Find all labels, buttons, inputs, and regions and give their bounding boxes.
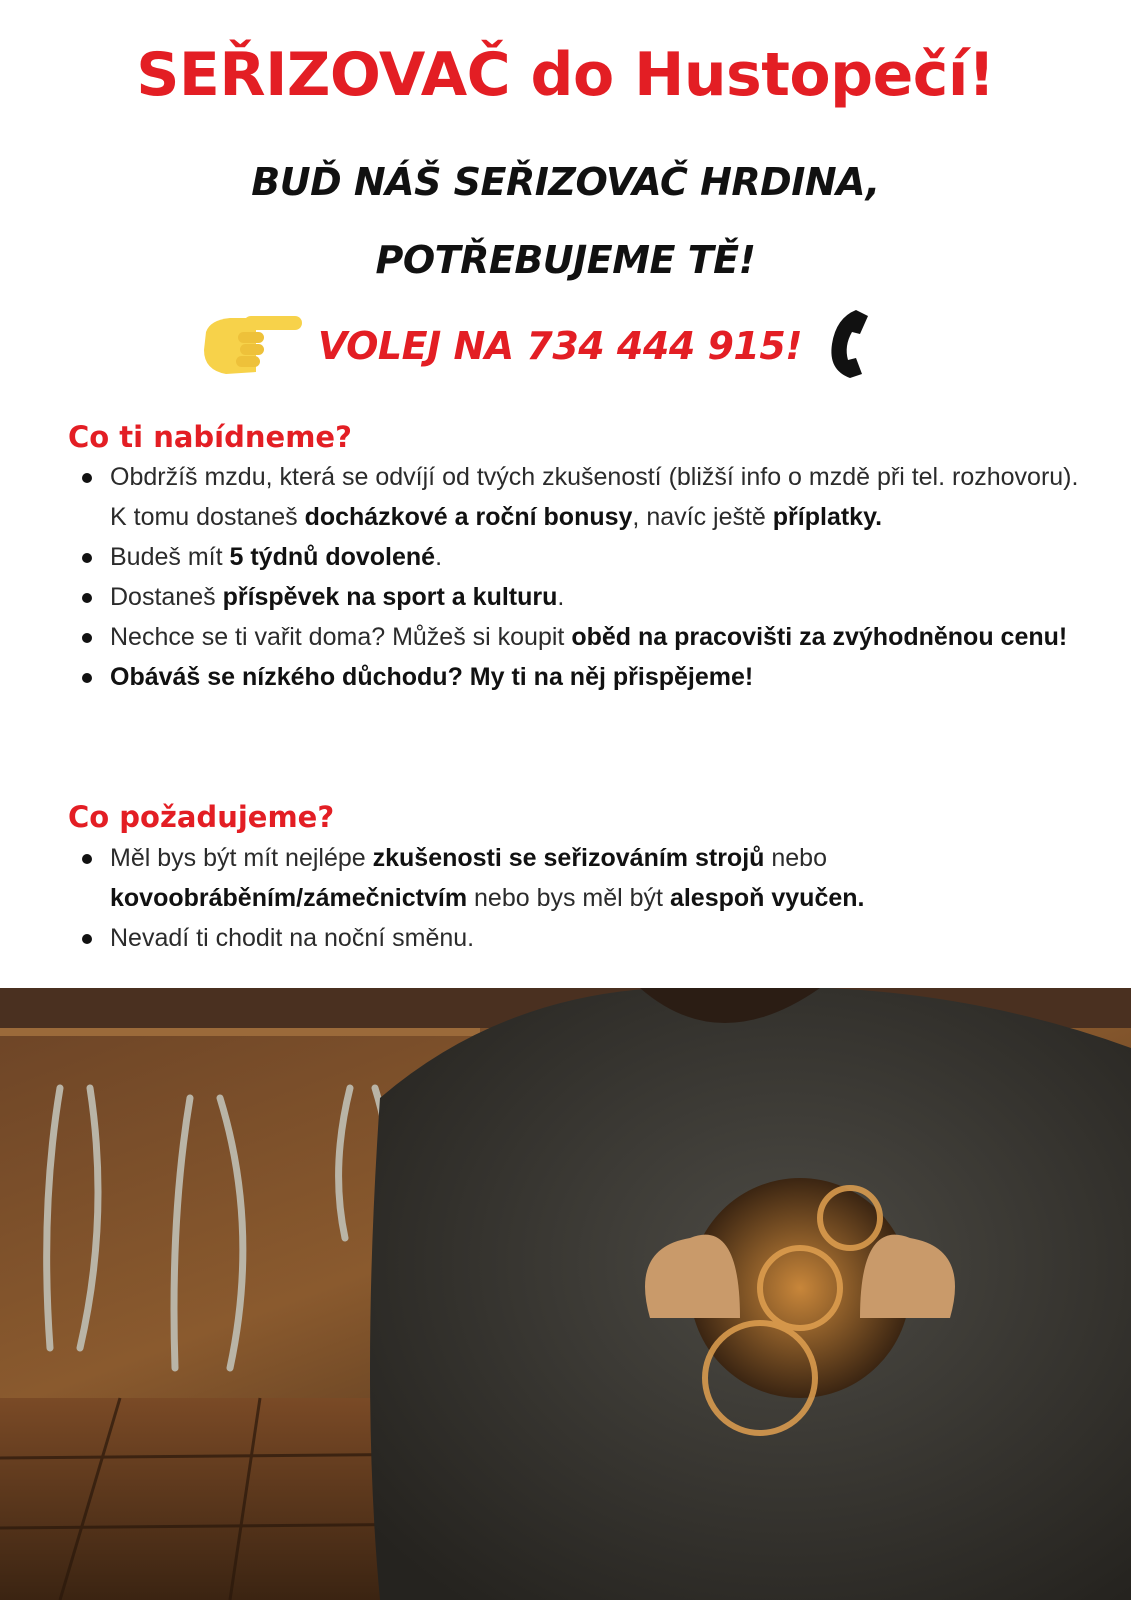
- phone-number-text[interactable]: VOLEJ NA 734 444 915!: [317, 324, 803, 368]
- offer-heading: Co ti nabídneme?: [68, 420, 352, 454]
- offer-list: [78, 457, 1098, 697]
- offer-item: [78, 457, 1098, 537]
- item-text: .: [435, 543, 443, 571]
- bullet-icon: [82, 854, 92, 864]
- requirements-list: [78, 838, 1098, 958]
- offer-item: [78, 537, 1098, 577]
- bullet-icon: [82, 934, 92, 944]
- page-title: SEŘIZOVAČ do Hustopečí!: [136, 40, 995, 110]
- subtitle-line-1: BUĎ NÁŠ SEŘIZOVAČ HRDINA,: [251, 160, 880, 204]
- emphasis-text: příplatky.: [772, 503, 883, 531]
- offer-item: [78, 657, 1098, 697]
- subtitle-line-2: POTŘEBUJEME TĚ!: [375, 238, 756, 282]
- emphasis-text: zkušenosti se seřizováním strojů: [372, 844, 765, 872]
- bullet-icon: [82, 553, 92, 563]
- requirements-heading: Co požadujeme?: [68, 800, 335, 834]
- emphasis-text: alespoň vyučen.: [669, 884, 865, 912]
- requirements-item: [78, 918, 1098, 958]
- item-text: Nechce se ti vařit doma? Můžeš si koupit: [110, 623, 572, 651]
- emphasis-text: kovoobráběním/zámečnictvím: [110, 884, 468, 912]
- phone-icon: [826, 306, 876, 380]
- item-text: nebo: [764, 844, 827, 872]
- item-text: nebo bys měl být: [467, 884, 670, 912]
- requirements-item: [78, 838, 1098, 918]
- bullet-icon: [82, 633, 92, 643]
- bullet-icon: [82, 593, 92, 603]
- item-text: .: [557, 583, 565, 611]
- bullet-icon: [82, 673, 92, 683]
- item-text: Obdržíš mzdu, která se odvíjí od tvých zkušeností (bližší info o mzdě při tel. rozhovoru). K tomu dostaneš: [110, 463, 1079, 531]
- emphasis-text: příspěvek na sport a kulturu: [222, 583, 558, 611]
- emphasis-text: 5 týdnů dovolené: [229, 543, 436, 571]
- item-text: Dostaneš: [110, 583, 223, 611]
- emphasis-text: docházkové a roční bonusy: [304, 503, 633, 531]
- bullet-icon: [82, 473, 92, 483]
- workshop-hero-image: [0, 988, 1131, 1600]
- item-text: Měl bys být mít nejlépe: [110, 844, 373, 872]
- item-text: Budeš mít: [110, 543, 230, 571]
- offer-item: [78, 617, 1098, 657]
- item-text: Nevadí ti chodit na noční směnu.: [110, 924, 475, 952]
- call-to-action: [0, 298, 1131, 384]
- offer-item: [78, 577, 1098, 617]
- emphasis-text: Obáváš se nízkého důchodu? My ti na něj přispějeme!: [110, 663, 754, 691]
- item-text: , navíc ještě: [632, 503, 773, 531]
- emphasis-text: oběd na pracovišti za zvýhodněnou cenu!: [571, 623, 1068, 651]
- hand-pointing-right-icon: [196, 302, 306, 382]
